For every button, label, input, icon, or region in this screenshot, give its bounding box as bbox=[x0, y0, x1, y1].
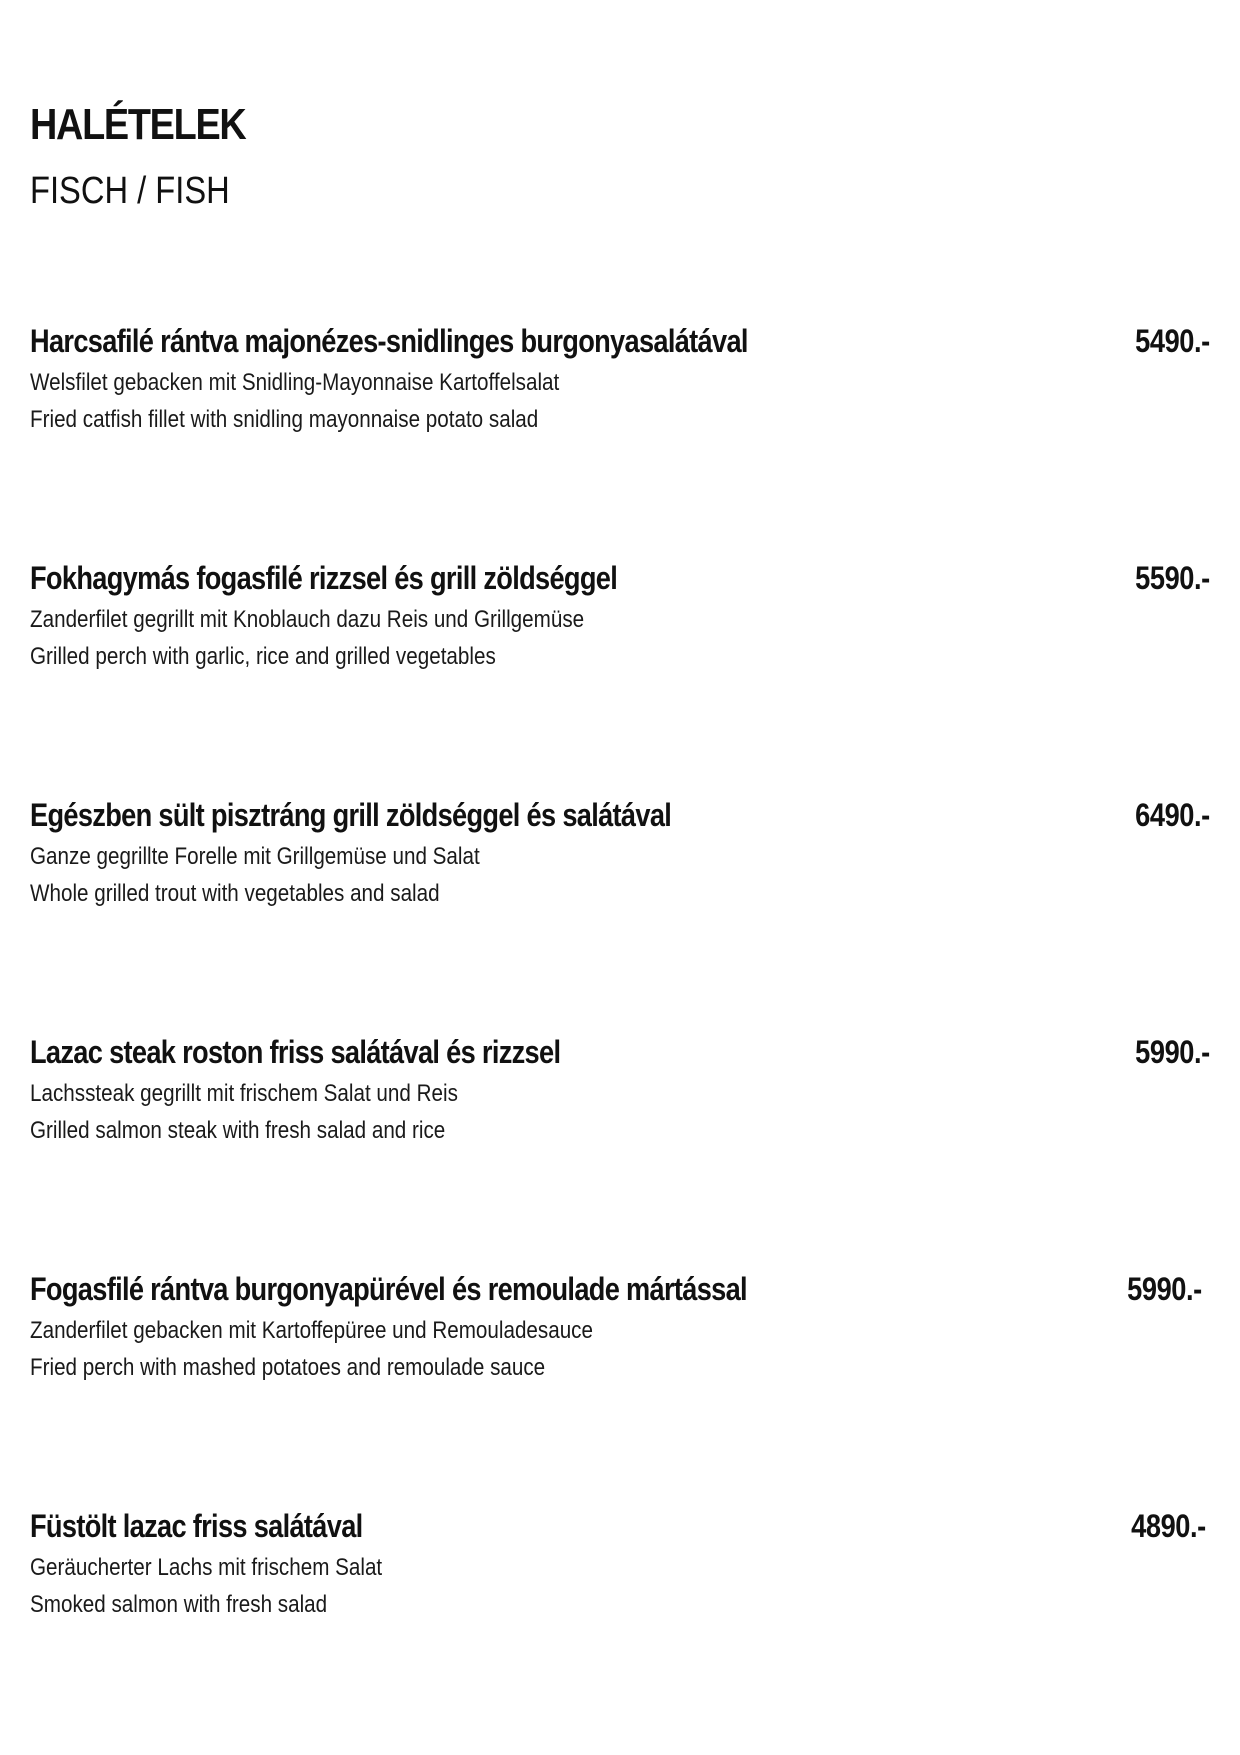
menu-item-price: 5590.- bbox=[1135, 560, 1210, 596]
menu-item-english: Whole grilled trout with vegetables and salad bbox=[30, 880, 440, 907]
menu-item-german: Ganze gegrillte Forelle mit Grillgemüse und Salat bbox=[30, 843, 480, 870]
menu-item-german: Lachssteak gegrillt mit frischem Salat und Reis bbox=[30, 1080, 458, 1107]
menu-item-german: Zanderfilet gebacken mit Kartoffepüree und Remouladesauce bbox=[30, 1317, 593, 1344]
menu-item-name: Füstölt lazac friss salátával bbox=[30, 1508, 363, 1544]
menu-item-german: Welsfilet gebacken mit Snidling-Mayonnaise Kartoffelsalat bbox=[30, 369, 560, 396]
menu-item-name: Lazac steak roston friss salátával és rizzsel bbox=[30, 1034, 561, 1070]
menu-item bbox=[30, 1034, 1210, 1174]
menu-item-name: Fogasfilé rántva burgonyapürével és remoulade mártással bbox=[30, 1271, 747, 1307]
menu-item bbox=[30, 1271, 1210, 1411]
menu-item-english: Grilled salmon steak with fresh salad and rice bbox=[30, 1117, 446, 1144]
menu-item-english: Fried perch with mashed potatoes and remoulade sauce bbox=[30, 1354, 546, 1381]
menu-item-name: Egészben sült pisztráng grill zöldséggel és salátával bbox=[30, 797, 672, 833]
menu-item-price: 4890.- bbox=[1131, 1508, 1206, 1544]
menu-item bbox=[30, 1508, 1210, 1648]
menu-item-price: 5490.- bbox=[1135, 323, 1210, 359]
menu-item-price: 6490.- bbox=[1135, 797, 1210, 833]
menu-item-name: Harcsafilé rántva majonézes-snidlinges burgonyasalátával bbox=[30, 323, 748, 359]
menu-item bbox=[30, 797, 1210, 937]
page-title: HALÉTELEK bbox=[30, 100, 246, 149]
menu-item-german: Geräucherter Lachs mit frischem Salat bbox=[30, 1554, 383, 1581]
menu-item bbox=[30, 323, 1210, 463]
menu-item-english: Grilled perch with garlic, rice and grilled vegetables bbox=[30, 643, 496, 670]
menu-item-english: Fried catfish fillet with snidling mayonnaise potato salad bbox=[30, 406, 539, 433]
page-subtitle: FISCH / FISH bbox=[30, 170, 230, 212]
menu-item-price: 5990.- bbox=[1127, 1271, 1202, 1307]
menu-item bbox=[30, 560, 1210, 700]
menu-item-english: Smoked salmon with fresh salad bbox=[30, 1591, 328, 1618]
menu-item-german: Zanderfilet gegrillt mit Knoblauch dazu Reis und Grillgemüse bbox=[30, 606, 585, 633]
menu-item-name: Fokhagymás fogasfilé rizzsel és grill zöldséggel bbox=[30, 560, 618, 596]
menu-item-price: 5990.- bbox=[1135, 1034, 1210, 1070]
